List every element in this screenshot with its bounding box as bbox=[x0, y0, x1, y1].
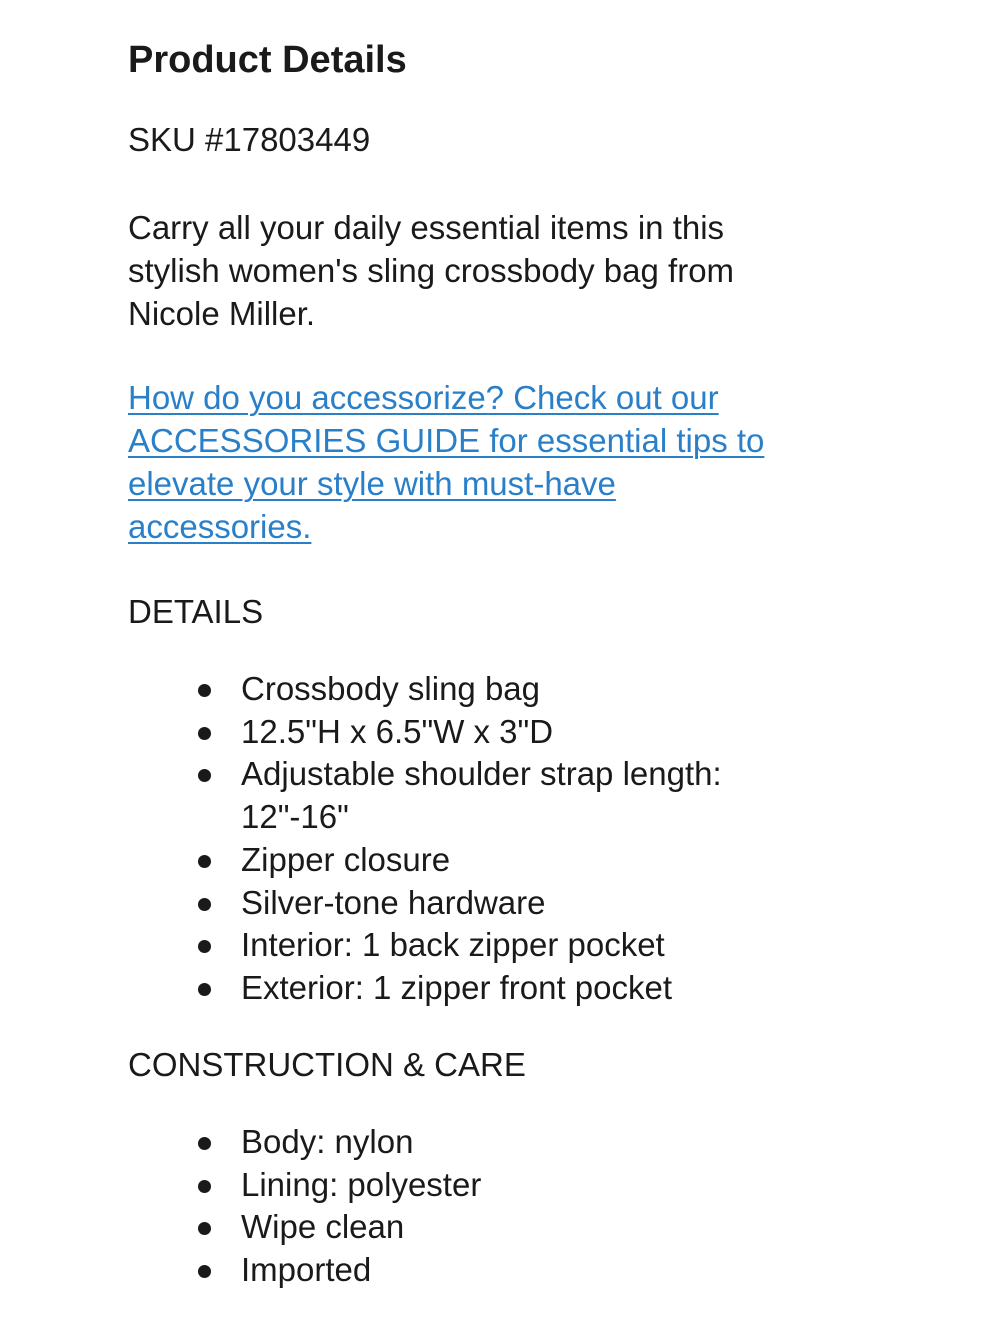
list-item bbox=[128, 839, 722, 882]
sku-number: SKU #17803449 bbox=[128, 121, 371, 158]
details-list bbox=[128, 668, 722, 1010]
list-item-text: Lining: polyester bbox=[241, 1165, 482, 1203]
bullet-icon bbox=[198, 1137, 211, 1150]
care-heading: CONSTRUCTION & CARE bbox=[128, 1046, 526, 1083]
list-item-text: Body: nylon bbox=[241, 1123, 414, 1160]
product-description bbox=[128, 206, 848, 335]
list-item-text: Wipe clean bbox=[241, 1208, 405, 1246]
list-item-text: Exterior: 1 zipper front pocket bbox=[241, 968, 673, 1006]
page-title: Product Details bbox=[128, 39, 407, 81]
list-item bbox=[128, 882, 722, 925]
list-item-text: Adjustable shoulder strap length: bbox=[241, 755, 722, 793]
list-item bbox=[128, 668, 722, 711]
list-item bbox=[128, 967, 722, 1010]
list-item-text: Interior: 1 back zipper pocket bbox=[241, 926, 665, 964]
list-item bbox=[128, 924, 722, 967]
list-item-text: 12"-16" bbox=[241, 798, 349, 836]
list-item bbox=[128, 753, 722, 838]
link-line[interactable]: elevate your style with must-have bbox=[128, 465, 616, 502]
bullet-icon bbox=[198, 1222, 211, 1235]
description-line: Nicole Miller. bbox=[128, 295, 316, 332]
care-list bbox=[128, 1121, 481, 1292]
bullet-icon bbox=[198, 983, 211, 996]
list-item bbox=[128, 1206, 481, 1249]
details-heading: DETAILS bbox=[128, 593, 264, 630]
bullet-icon bbox=[198, 940, 211, 953]
list-item-text: Zipper closure bbox=[241, 840, 451, 878]
link-line[interactable]: accessories. bbox=[128, 508, 312, 545]
list-item bbox=[128, 1249, 481, 1292]
bullet-icon bbox=[198, 684, 211, 697]
list-item-text: Crossbody sling bag bbox=[241, 670, 540, 707]
list-item bbox=[128, 711, 722, 754]
bullet-icon bbox=[198, 855, 211, 868]
link-line[interactable]: ACCESSORIES GUIDE for essential tips to bbox=[128, 422, 765, 459]
bullet-icon bbox=[198, 1265, 211, 1278]
description-line: Carry all your daily essential items in this bbox=[128, 209, 725, 246]
list-item bbox=[128, 1121, 481, 1164]
description-line: stylish women's sling crossbody bag from bbox=[128, 252, 735, 289]
link-line[interactable]: How do you accessorize? Check out our bbox=[128, 379, 719, 416]
list-item-text: Imported bbox=[241, 1251, 372, 1289]
bullet-icon bbox=[198, 898, 211, 911]
accessories-guide-link[interactable] bbox=[128, 376, 848, 548]
bullet-icon bbox=[198, 727, 211, 740]
list-item-text: 12.5"H x 6.5"W x 3"D bbox=[241, 712, 554, 750]
bullet-icon bbox=[198, 1180, 211, 1193]
list-item-text: Silver-tone hardware bbox=[241, 883, 546, 921]
bullet-icon bbox=[198, 769, 211, 782]
list-item bbox=[128, 1164, 481, 1207]
